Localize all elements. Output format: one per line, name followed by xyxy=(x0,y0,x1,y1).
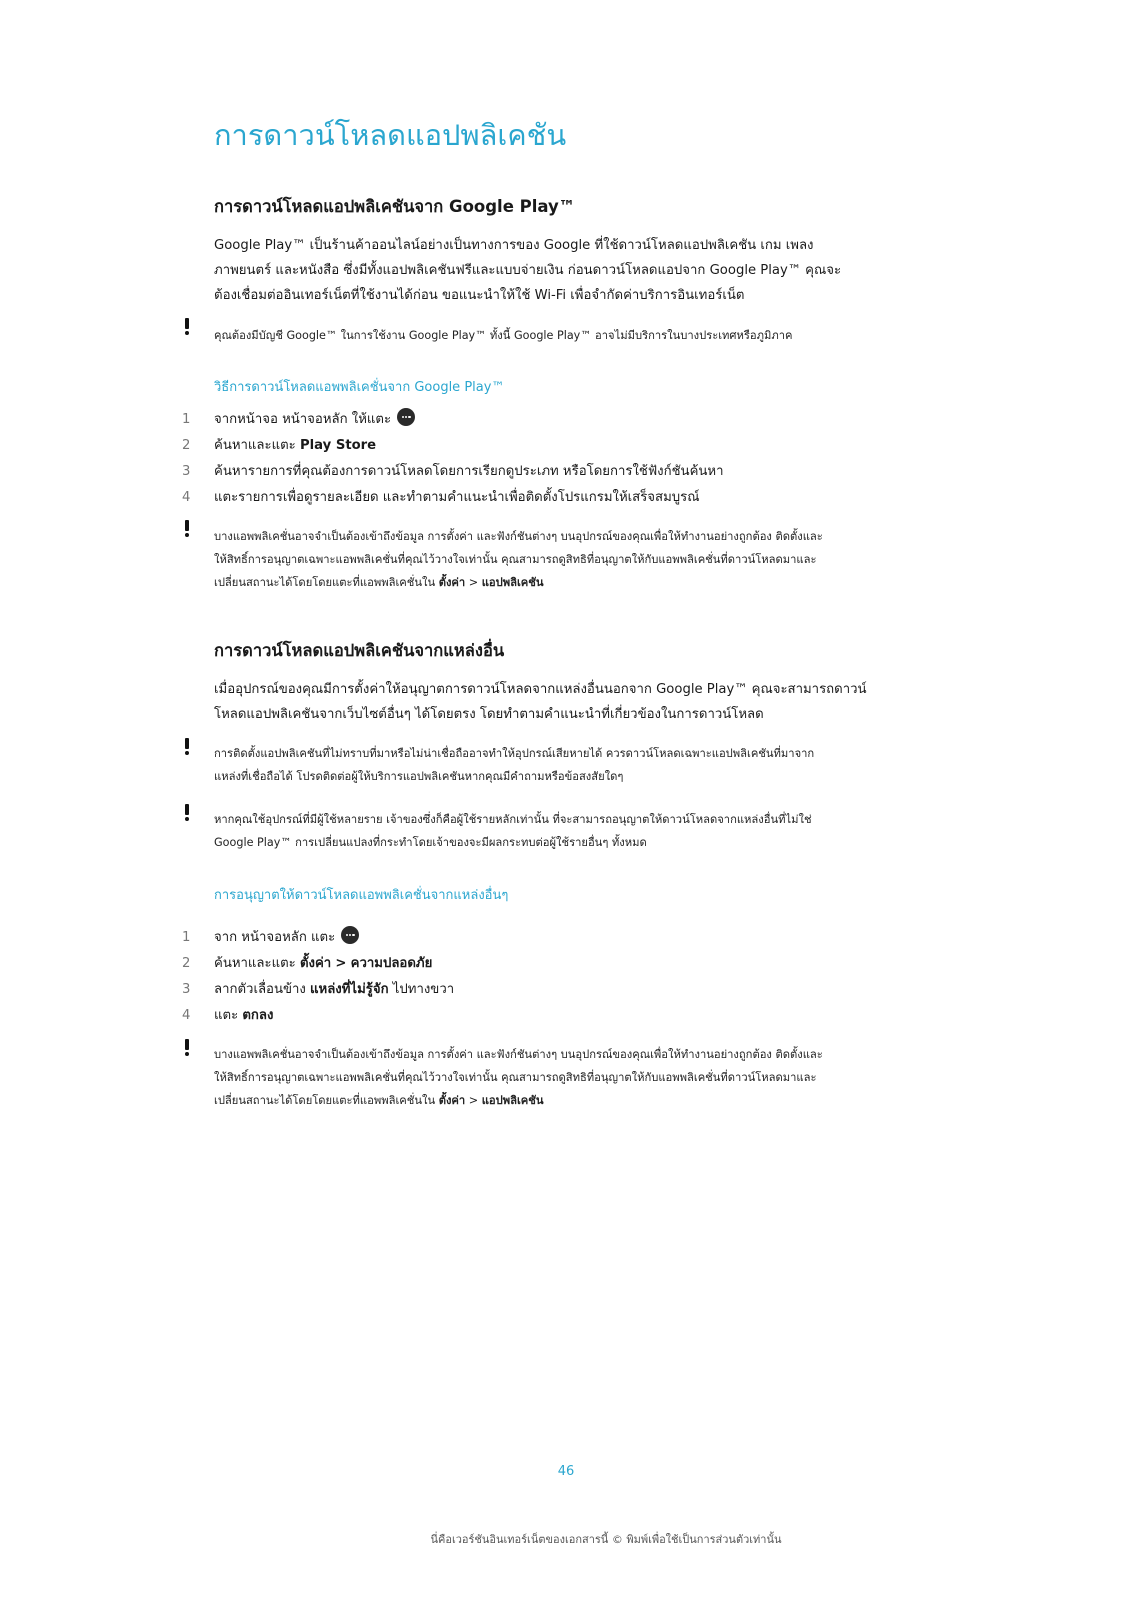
path-separator: > xyxy=(468,1094,479,1107)
step-text: ค้นหารายการที่คุณต้องการดาวน์โหลดโดยการเรียกดูประเภท หรือโดยการใช้ฟังก์ชันค้นหา xyxy=(214,464,724,479)
exclamation-icon xyxy=(182,518,192,540)
path-separator: > xyxy=(468,576,479,589)
step-number: 3 xyxy=(182,982,191,997)
step-number: 2 xyxy=(182,956,191,971)
section1-intro xyxy=(214,233,944,308)
apps-label: แอปพลิเคชัน xyxy=(481,576,544,589)
note-line: ให้สิทธิ์การอนุญาตเฉพาะแอพพลิเคชั่นที่คุณไว้วางใจเท่านั้น คุณสามารถดูสิทธิที่อนุญาตให้กับแอพพลิเคชั่นที่ดาวน์โหลดมาและ xyxy=(214,553,817,566)
step-text-after: ไปทางขวา xyxy=(392,982,455,997)
apps-grid-icon xyxy=(397,408,415,426)
section2-intro xyxy=(214,677,944,727)
note-line xyxy=(214,1089,944,1112)
settings-label: ตั้งค่า xyxy=(438,576,466,589)
note-permissions xyxy=(214,1043,944,1112)
step-text: จากหน้าจอ หน้าจอหลัก ให้แตะ xyxy=(214,412,392,427)
note-line xyxy=(214,571,944,594)
exclamation-icon xyxy=(182,802,192,824)
intro-line: ภาพยนตร์ และหนังสือ ซึ่งมีทั้งแอปพลิเคชันฟรีและแบบจ่ายเงิน ก่อนดาวน์โหลดแอปจาก Google Play™ คุณจะ xyxy=(214,263,842,278)
intro-line: Google Play™ เป็นร้านค้าออนไลน์อย่างเป็นทางการของ Google ที่ใช้ดาวน์โหลดแอปพลิเคชัน เกม เพลง xyxy=(214,238,814,253)
apps-label: แอปพลิเคชัน xyxy=(481,1094,544,1107)
intro-line: โหลดแอปพลิเคชันจากเว็บไซต์อื่นๆ ได้โดยตรง โดยทำตามคำแนะนำที่เกี่ยวข้องในการดาวน์โหลด xyxy=(214,707,764,722)
step-item xyxy=(182,460,942,484)
page-title: การดาวน์โหลดแอปพลิเคชัน xyxy=(214,118,567,152)
unknown-sources-label: แหล่งที่ไม่รู้จัก xyxy=(310,982,389,997)
note-line: Google Play™ การเปลี่ยนแปลงที่กระทำโดยเจ้าของจะมีผลกระทบต่อผู้ใช้รายอื่นๆ ทั้งหมด xyxy=(214,836,647,849)
note-unknown-sources xyxy=(214,742,944,788)
step-number: 4 xyxy=(182,490,191,505)
step-item xyxy=(182,434,942,458)
exclamation-icon xyxy=(182,736,192,758)
note-text: เปลี่ยนสถานะได้โดยโดยแตะที่แอพพลิเคชั่นใน xyxy=(214,1094,436,1107)
step-text: ค้นหาและแตะ xyxy=(214,956,296,971)
intro-line: เมื่ออุปกรณ์ของคุณมีการตั้งค่าให้อนุญาตการดาวน์โหลดจากแหล่งอื่นนอกจาก Google Play™ คุณจะสามารถดาวน์ xyxy=(214,682,867,697)
step-text: แตะรายการเพื่อดูรายละเอียด และทำตามคำแนะนำเพื่อติดตั้งโปรแกรมให้เสร็จสมบูรณ์ xyxy=(214,490,700,505)
exclamation-icon xyxy=(182,1037,192,1059)
note-multi-user xyxy=(214,808,944,854)
note-line: หากคุณใช้อุปกรณ์ที่มีผู้ใช้หลายราย เจ้าของซึ่งก็คือผู้ใช้รายหลักเท่านั้น ที่จะสามารถอนุญาตให้ดาวน์โหลดจากแหล่งอื่นที่ไม่ใช่ xyxy=(214,813,812,826)
play-store-label: Play Store xyxy=(299,438,377,453)
step-item xyxy=(182,408,942,432)
step-number: 1 xyxy=(182,412,191,427)
section-heading-google-play: การดาวน์โหลดแอปพลิเคชันจาก Google Play™ xyxy=(214,197,576,216)
step-text: ค้นหาและแตะ xyxy=(214,438,296,453)
note-account xyxy=(214,324,944,347)
page-number: 46 xyxy=(557,1464,575,1479)
step-number: 3 xyxy=(182,464,191,479)
step-number: 4 xyxy=(182,1008,191,1023)
step-number: 2 xyxy=(182,438,191,453)
note-text: เปลี่ยนสถานะได้โดยโดยแตะที่แอพพลิเคชั่นใน xyxy=(214,576,436,589)
note-line: บางแอพพลิเคชั่นอาจจำเป็นต้องเข้าถึงข้อมูล การตั้งค่า และฟังก์ชันต่างๆ บนอุปกรณ์ของคุณเพื่อให้ทำงานอย่างถูกต้อง ติดตั้งและ xyxy=(214,530,823,543)
note-line: ให้สิทธิ์การอนุญาตเฉพาะแอพพลิเคชั่นที่คุณไว้วางใจเท่านั้น คุณสามารถดูสิทธิที่อนุญาตให้กับแอพพลิเคชั่นที่ดาวน์โหลดมาและ xyxy=(214,1071,817,1084)
security-label: ความปลอดภัย xyxy=(350,956,433,971)
ok-label: ตกลง xyxy=(242,1008,274,1023)
step-item xyxy=(182,486,942,510)
note-line: แหล่งที่เชื่อถือได้ โปรดติดต่อผู้ให้บริการแอปพลิเคชันหากคุณมีคำถามหรือข้อสงสัยใดๆ xyxy=(214,770,624,783)
step-text: ลากตัวเลื่อนข้าง xyxy=(214,982,306,997)
step-item xyxy=(182,1004,942,1028)
step-text: จาก หน้าจอหลัก แตะ xyxy=(214,930,336,945)
exclamation-icon xyxy=(182,316,192,338)
step-text: แตะ xyxy=(214,1008,239,1023)
section-heading-other-sources: การดาวน์โหลดแอปพลิเคชันจากแหล่งอื่น xyxy=(214,641,505,660)
settings-label: ตั้งค่า xyxy=(299,956,332,971)
note-permissions xyxy=(214,525,944,594)
path-separator: > xyxy=(335,956,347,971)
step-item xyxy=(182,952,942,976)
subheading-allow-other-sources: การอนุญาตให้ดาวน์โหลดแอพพลิเคชั่นจากแหล่งอื่นๆ xyxy=(214,888,509,903)
note-line: คุณต้องมีบัญชี Google™ ในการใช้งาน Google Play™ ทั้งนี้ Google Play™ อาจไม่มีบริการในบางประเทศหรือภูมิภาค xyxy=(214,329,793,342)
note-line: การติดตั้งแอปพลิเคชันที่ไม่ทราบที่มาหรือไม่น่าเชื่อถืออาจทำให้อุปกรณ์เสียหายได้ ควรดาวน์โหลดเฉพาะแอปพลิเคชันที่มาจาก xyxy=(214,747,815,760)
step-item xyxy=(182,926,942,950)
footer-note: นี่คือเวอร์ชันอินเทอร์เน็ตของเอกสารนี้ © พิมพ์เพื่อใช้เป็นการส่วนตัวเท่านั้น xyxy=(430,1533,782,1546)
intro-line: ต้องเชื่อมต่ออินเทอร์เน็ตที่ใช้งานได้ก่อน ขอแนะนำให้ใช้ Wi-Fi เพื่อจำกัดค่าบริการอินเทอร์เน็ต xyxy=(214,288,745,303)
apps-grid-icon xyxy=(341,926,359,944)
step-item xyxy=(182,978,942,1002)
step-number: 1 xyxy=(182,930,191,945)
note-line: บางแอพพลิเคชั่นอาจจำเป็นต้องเข้าถึงข้อมูล การตั้งค่า และฟังก์ชันต่างๆ บนอุปกรณ์ของคุณเพื่อให้ทำงานอย่างถูกต้อง ติดตั้งและ xyxy=(214,1048,823,1061)
subheading-how-to-download: วิธีการดาวน์โหลดแอพพลิเคชั่นจาก Google Play™ xyxy=(214,380,505,395)
settings-label: ตั้งค่า xyxy=(438,1094,466,1107)
